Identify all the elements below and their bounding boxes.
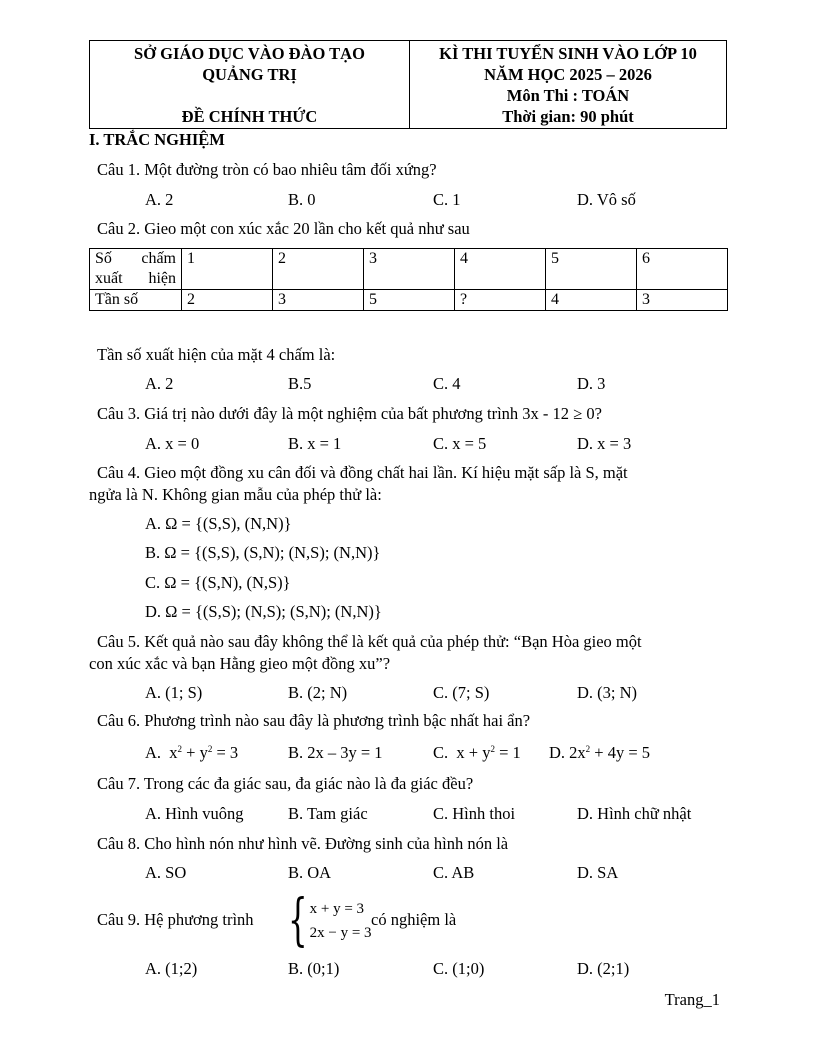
exponent: 2 (585, 744, 591, 754)
q9-option-c: C. (1;0) (433, 959, 485, 978)
exponent: 2 (207, 744, 213, 754)
q6-d-rhs: + 4y = 5 (590, 743, 651, 762)
department-name: SỞ GIÁO DỤC VÀO ĐÀO TẠO (134, 44, 365, 63)
question-6: Câu 6. Phương trình nào sau đây là phương trình bậc nhất hai ẩn? (97, 711, 531, 730)
exponent: 2 (177, 744, 183, 754)
header-right (410, 41, 726, 128)
q1-option-d: D. Vô số (577, 190, 636, 209)
q5-option-a: A. (1; S) (145, 683, 203, 702)
q6-option-d (549, 743, 650, 763)
q6-d-label: D. (549, 743, 566, 762)
table-cell: 6 (637, 249, 728, 290)
table-cell: 4 (546, 290, 637, 311)
table-header-cell: Tần số (90, 290, 182, 311)
duration: Thời gian: 90 phút (502, 107, 634, 126)
q9-option-d: D. (2;1) (577, 959, 630, 978)
table-cell: 3 (637, 290, 728, 311)
question-4-line1: Câu 4. Gieo một đồng xu cân đối và đồng chất hai lần. Kí hiệu mặt sấp là S, mặt (97, 463, 628, 482)
question-2-followup: Tần số xuất hiện của mặt 4 chấm là: (97, 345, 336, 364)
q6-option-a (145, 743, 238, 763)
section-title: I. TRẮC NGHIỆM (89, 130, 225, 149)
q8-option-d: D. SA (577, 863, 619, 882)
q4-option-c: C. Ω = {(S,N), (N,S)} (145, 573, 291, 592)
table-cell: 5 (364, 290, 455, 311)
table-header-cell (90, 249, 182, 290)
table-cell: 5 (546, 249, 637, 290)
q9-option-b: B. (0;1) (288, 959, 340, 978)
table-cell: ? (455, 290, 546, 311)
header-left (90, 41, 410, 128)
province-name: QUẢNG TRỊ (202, 65, 297, 84)
question-1: Câu 1. Một đường tròn có bao nhiêu tâm đối xứng? (97, 160, 437, 179)
table-cell: 2 (273, 249, 364, 290)
question-3: Câu 3. Giá trị nào dưới đây là một nghiệm của bất phương trình 3x - 12 ≥ 0? (97, 404, 602, 423)
q5-option-c: C. (7; S) (433, 683, 490, 702)
page-number: Trang_1 (664, 990, 720, 1009)
equation-1: x + y = 3 (309, 901, 365, 917)
q2-option-b: B.5 (288, 374, 312, 393)
q1-option-b: B. 0 (288, 190, 316, 209)
q3-option-d: D. x = 3 (577, 434, 632, 453)
equation-system (280, 888, 372, 953)
q2-option-d: D. 3 (577, 374, 606, 393)
question-5-line1: Câu 5. Kết quả nào sau đây không thể là kết quả của phép thử: “Bạn Hòa gieo một (97, 632, 642, 651)
q7-option-d: D. Hình chữ nhật (577, 804, 692, 823)
q6-c-lhs: x + y (456, 743, 491, 762)
q1-option-a: A. 2 (145, 190, 174, 209)
q3-option-b: B. x = 1 (288, 434, 342, 453)
left-brace-icon: { (288, 888, 308, 953)
table-cell: 3 (364, 249, 455, 290)
q6-option-c (433, 743, 521, 763)
table-cell: 3 (273, 290, 364, 311)
q6-option-b: B. 2x – 3y = 1 (288, 743, 383, 762)
q6-a-label: A. (145, 743, 162, 762)
official-label: ĐỀ CHÍNH THỨC (181, 107, 318, 126)
frequency-table (89, 248, 728, 311)
q4-option-a: A. Ω = {(S,S), (N,N)} (145, 514, 292, 533)
exam-header (89, 40, 727, 129)
q8-option-b: B. OA (288, 863, 332, 882)
q7-option-b: B. Tam giác (288, 804, 368, 823)
table-row (90, 290, 728, 311)
q8-option-c: C. AB (433, 863, 475, 882)
q7-option-a: A. Hình vuông (145, 804, 244, 823)
q2-option-c: C. 4 (433, 374, 461, 393)
question-4-line2: ngửa là N. Không gian mẫu của phép thử là: (89, 485, 382, 504)
q6-a-rhs: = 3 (212, 743, 239, 762)
equation-2: 2x − y = 3 (309, 925, 372, 941)
subject: Môn Thi : TOÁN (506, 86, 630, 105)
q1-option-c: C. 1 (433, 190, 461, 209)
q4-option-b: B. Ω = {(S,S), (S,N); (N,S); (N,N)} (145, 543, 381, 562)
dots-label: Số chấm xuất hiện (95, 250, 176, 287)
table-row (90, 249, 728, 290)
question-9-prefix: Câu 9. Hệ phương trình (97, 910, 254, 929)
q8-option-a: A. SO (145, 863, 187, 882)
q4-option-d: D. Ω = {(S,S); (N,S); (S,N); (N,N)} (145, 602, 382, 621)
table-cell: 2 (182, 290, 273, 311)
table-cell: 1 (182, 249, 273, 290)
q6-c-rhs: = 1 (494, 743, 521, 762)
school-year: NĂM HỌC 2025 – 2026 (484, 65, 652, 84)
q6-a-term1: x (169, 743, 178, 762)
q7-option-c: C. Hình thoi (433, 804, 516, 823)
question-9-suffix: có nghiệm là (371, 910, 457, 929)
q5-option-d: D. (3; N) (577, 683, 638, 702)
equation-list (310, 900, 372, 942)
q3-option-c: C. x = 5 (433, 434, 487, 453)
question-2: Câu 2. Gieo một con xúc xắc 20 lần cho kết quả như sau (97, 219, 470, 238)
q6-d-lhs: 2x (569, 743, 586, 762)
q3-option-a: A. x = 0 (145, 434, 200, 453)
q6-c-label: C. (433, 743, 449, 762)
q9-option-a: A. (1;2) (145, 959, 198, 978)
question-7: Câu 7. Trong các đa giác sau, đa giác nào là đa giác đều? (97, 774, 474, 793)
q2-option-a: A. 2 (145, 374, 174, 393)
exponent: 2 (490, 744, 495, 754)
question-5-line2: con xúc xắc và bạn Hằng gieo một đồng xu”? (89, 654, 391, 673)
table-cell: 4 (455, 249, 546, 290)
question-8: Câu 8. Cho hình nón như hình vẽ. Đường sinh của hình nón là (97, 834, 509, 853)
exam-title: KÌ THI TUYỂN SINH VÀO LỚP 10 (439, 44, 697, 63)
q5-option-b: B. (2; N) (288, 683, 348, 702)
q6-a-term2: + y (182, 743, 208, 762)
